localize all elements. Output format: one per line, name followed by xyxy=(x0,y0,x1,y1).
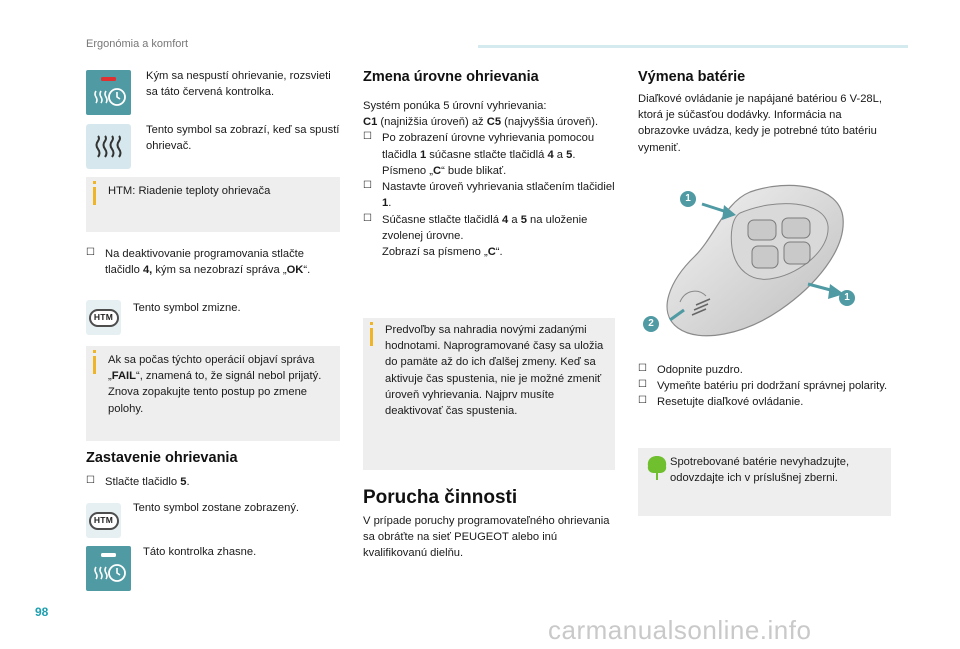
checkbox-bullet-icon: ☐ xyxy=(638,363,647,374)
heater-wavy-lines-icon xyxy=(94,135,124,159)
battery-steps xyxy=(638,362,888,411)
checkbox-bullet-icon: ☐ xyxy=(86,247,95,258)
fault-text: V prípade poruchy programovateľného ohrievania sa obráťte na sieť PEUGEOT alebo inú kvalifikovanú dielňu. xyxy=(363,515,610,560)
callout-1-top: 1 xyxy=(680,191,696,207)
checkbox-bullet-icon: ☐ xyxy=(638,395,647,407)
deactivate-bullet xyxy=(86,246,341,278)
battery-intro: Diaľkové ovládanie je napájané batériou 6 V-28L, ktorá je súčasťou dodávky. Informácia na obrazovke uvádza, kedy je potrebné túto batériu vymeniť. xyxy=(638,93,882,154)
checkbox-bullet-icon: ☐ xyxy=(363,212,372,224)
stop-bullet xyxy=(86,474,341,490)
deactivate-bullet-text: Na deaktivovanie programovania stlačte tlačidlo 4, kým sa nezobrazí správa „OK“. xyxy=(105,248,311,277)
stop-heating-heading: Zastavenie ohrievania xyxy=(86,450,238,466)
change-level-heading: Zmena úrovne ohrievania xyxy=(363,69,539,85)
stop-bullet-text: Stlačte tlačidlo 5. xyxy=(105,476,190,488)
battery-step: ☐ Resetujte diaľkové ovládanie. xyxy=(638,394,888,410)
htm-symbol-box-1 xyxy=(86,300,121,335)
info-box-htm-text: HTM: Riadenie teploty ohrievača xyxy=(108,185,271,197)
page-header-title: Ergonómia a komfort xyxy=(86,38,189,50)
header-rule xyxy=(478,45,908,48)
info-box-presets-text: Predvoľby sa nahradia novými zadanými hodnotami. Naprogramované časy sa uložia do pamäte až do ich ďalšej zmeny. Keď sa aktivuje čas spustenia, nie je možné zmeniť úroveň vyhrievania. Najprv musíte deaktivovať čas spustenia. xyxy=(385,324,604,418)
heater-lamp-off-icon-box xyxy=(86,546,131,591)
info-icon xyxy=(370,328,373,346)
red-lamp-description: Kým sa nespustí ohrievanie, rozsvieti sa táto červená kontrolka. xyxy=(146,70,331,99)
checkbox-bullet-icon: ☐ xyxy=(638,379,647,391)
level-step-1: ☐ Po zobrazení úrovne vyhrievania pomocou tlačidla 1 súčasne stlačte tlačidlá 4 a 5. Písmeno „C“ bude blikať. xyxy=(363,130,618,179)
change-level-body xyxy=(363,98,618,260)
heater-symbol-description: Tento symbol sa zobrazí, keď sa spustí ohrievač. xyxy=(146,124,340,153)
battery-step: ☐ Vymeňte batériu pri dodržaní správnej polarity. xyxy=(638,378,888,394)
symbol-stays-text: Tento symbol zostane zobrazený. xyxy=(133,502,300,514)
level-step-2: ☐ Nastavte úroveň vyhrievania stlačením tlačidiel 1. xyxy=(363,179,618,211)
battery-step: ☐ Odopnite puzdro. xyxy=(638,362,888,378)
info-box-htm xyxy=(86,177,340,232)
lamp-off-text: Táto kontrolka zhasne. xyxy=(143,546,257,558)
symbol-disappears-text: Tento symbol zmizne. xyxy=(133,302,241,314)
heater-red-lamp-icon-box xyxy=(86,70,131,115)
heater-symbol-icon-box xyxy=(86,124,131,169)
callout-1-right: 1 xyxy=(839,290,855,306)
eco-info-box xyxy=(638,448,891,516)
info-box-presets xyxy=(363,318,615,470)
callout-2: 2 xyxy=(643,316,659,332)
levels-intro: Systém ponúka 5 úrovní vyhrievania: C1 (najnižšia úroveň) až C5 (najvyššia úroveň). xyxy=(363,100,599,129)
checkbox-bullet-icon: ☐ xyxy=(363,180,372,192)
checkbox-bullet-icon: ☐ xyxy=(86,475,95,486)
htm-badge-icon: HTM xyxy=(89,309,119,327)
remote-control-illustration xyxy=(640,178,870,346)
heater-timer-red-lamp-icon xyxy=(86,70,131,115)
eco-tree-icon xyxy=(646,455,668,481)
info-box-fail-text: Ak sa počas týchto operácií objaví správa „FAIL“, znamená to, že signál nebol prijatý. Znova zopakujte tento postup po zmene polohy. xyxy=(108,354,322,415)
info-icon xyxy=(93,356,96,374)
htm-badge-icon: HTM xyxy=(89,512,119,530)
watermark: carmanualsonline.info xyxy=(548,615,812,645)
htm-symbol-box-2 xyxy=(86,503,121,538)
checkbox-bullet-icon: ☐ xyxy=(363,131,372,143)
fault-heading: Porucha činnosti xyxy=(363,487,518,508)
eco-info-text: Spotrebované batérie nevyhadzujte, odovzdajte ich v príslušnej zberni. xyxy=(670,456,850,485)
level-step-3: ☐ Súčasne stlačte tlačidlá 4 a 5 na uloženie zvolenej úrovne. Zobrazí sa písmeno „C“. xyxy=(363,212,618,261)
heater-timer-lamp-icon xyxy=(86,546,131,591)
page-number: 98 xyxy=(35,605,49,619)
info-box-fail xyxy=(86,346,340,441)
info-icon xyxy=(93,187,96,205)
battery-heading: Výmena batérie xyxy=(638,69,746,85)
